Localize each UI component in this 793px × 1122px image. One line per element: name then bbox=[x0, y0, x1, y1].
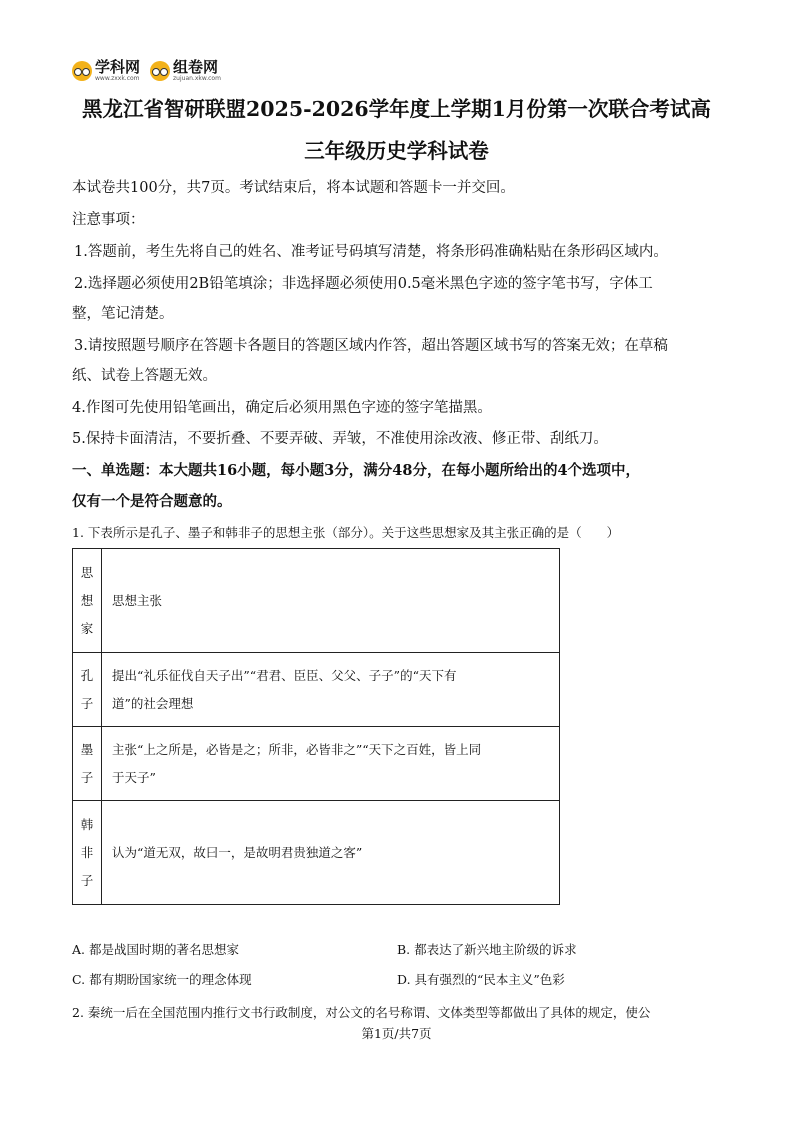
cell-char: 韩 bbox=[80, 816, 94, 832]
section-heading-line-2: 仅有一个是符合题意的。 bbox=[72, 493, 232, 510]
cell-char: 非 bbox=[80, 844, 94, 860]
notice-item-3: 3.请按照题号顺序在答题卡各题目的答题区域内作答，超出答题区域书写的答案无效；在草稿 bbox=[74, 338, 668, 354]
notice-item-2-cont: 整，笔记清楚。 bbox=[72, 306, 174, 322]
logo-name: 学科网 bbox=[95, 58, 141, 76]
thinker-cell bbox=[73, 727, 102, 801]
ideas-cell bbox=[102, 653, 560, 727]
exam-title-line-2: 三年级历史学科试卷 bbox=[304, 139, 489, 163]
logo-url: zujuan.xkw.com bbox=[173, 75, 221, 82]
cell-char: 孔 bbox=[80, 667, 94, 683]
graduate-mascot-icon bbox=[150, 61, 170, 81]
cell-char: 子 bbox=[80, 872, 94, 888]
notice-item-5: 5.保持卡面清洁，不要折叠、不要弄破、弄皱，不准使用涂改液、修正带、刮纸刀。 bbox=[72, 431, 608, 447]
notice-item-1: 1.答题前，考生先将自己的姓名、准考证号码填写清楚，将条形码准确粘贴在条形码区域内。 bbox=[74, 244, 668, 260]
option-c: C. 都有期盼国家统一的理念体现 bbox=[72, 972, 252, 987]
ideas-cell bbox=[102, 801, 560, 905]
zujuanwang-logo bbox=[150, 60, 221, 82]
thinker-cell bbox=[73, 801, 102, 905]
question-1-stem: 1. 下表所示是孔子、墨子和韩非子的思想主张（部分）。关于这些思想家及其主张正确的是（ ） bbox=[72, 525, 620, 540]
section-heading-line-1: 一、单选题：本大题共16小题，每小题3分，满分48分，在每小题所给出的4个选项中， bbox=[72, 462, 641, 479]
table-row bbox=[73, 653, 560, 727]
question-2-stem: 2. 秦统一后在全国范围内推行文书行政制度，对公文的名号称谓、文体类型等都做出了具体的规定，使公 bbox=[72, 1005, 651, 1020]
cell-char: 想 bbox=[80, 592, 94, 608]
owl-mascot-icon bbox=[72, 61, 92, 81]
thinkers-table bbox=[72, 548, 560, 905]
notice-item-4: 4.作图可先使用铅笔画出，确定后必须用黑色字迹的签字笔描黑。 bbox=[72, 400, 492, 416]
notice-item-2: 2.选择题必须使用2B铅笔填涂；非选择题必须使用0.5毫米黑色字迹的签字笔书写，字体工 bbox=[74, 276, 653, 292]
thinker-cell bbox=[73, 653, 102, 727]
ideas-cell bbox=[102, 727, 560, 801]
cell-text: 于天子” bbox=[112, 769, 156, 785]
logo-url: www.zxxk.com bbox=[95, 75, 140, 82]
cell-text: 认为“道无双，故曰一，是故明君贵独道之客” bbox=[112, 844, 363, 860]
header-thinker-cell bbox=[73, 549, 102, 653]
cell-char: 墨 bbox=[80, 741, 94, 757]
cell-char: 家 bbox=[80, 620, 94, 636]
cell-text: 道”的社会理想 bbox=[112, 695, 194, 711]
table-row bbox=[73, 727, 560, 801]
cell-text: 提出“礼乐征伐自天子出”“君君、臣臣、父父、子子”的“天下有 bbox=[112, 667, 457, 683]
header-ideas-cell bbox=[102, 549, 560, 653]
table-header-row bbox=[73, 549, 560, 653]
cell-text: 思想主张 bbox=[112, 592, 163, 608]
option-a: A. 都是战国时期的著名思想家 bbox=[72, 942, 239, 957]
option-b: B. 都表达了新兴地主阶级的诉求 bbox=[397, 942, 577, 957]
page-footer: 第1页/共7页 bbox=[361, 1026, 432, 1041]
option-d: D. 具有强烈的“民本主义”色彩 bbox=[397, 972, 565, 987]
exam-intro: 本试卷共100分，共7页。考试结束后，将本试题和答题卡一并交回。 bbox=[72, 180, 515, 196]
table-row bbox=[73, 801, 560, 905]
cell-char: 子 bbox=[80, 769, 94, 785]
notice-item-3-cont: 纸、试卷上答题无效。 bbox=[72, 368, 217, 384]
logo-name: 组卷网 bbox=[173, 58, 219, 76]
notice-heading: 注意事项： bbox=[72, 212, 145, 228]
exam-title-line-1: 黑龙江省智研联盟2025-2026学年度上学期1月份第一次联合考试高 bbox=[82, 97, 711, 121]
cell-char: 子 bbox=[80, 695, 94, 711]
cell-text: 主张“上之所是，必皆是之；所非，必皆非之”“天下之百姓，皆上同 bbox=[112, 741, 482, 757]
publisher-logos bbox=[72, 58, 221, 84]
xuekewang-logo bbox=[72, 60, 140, 82]
cell-char: 思 bbox=[80, 564, 94, 580]
